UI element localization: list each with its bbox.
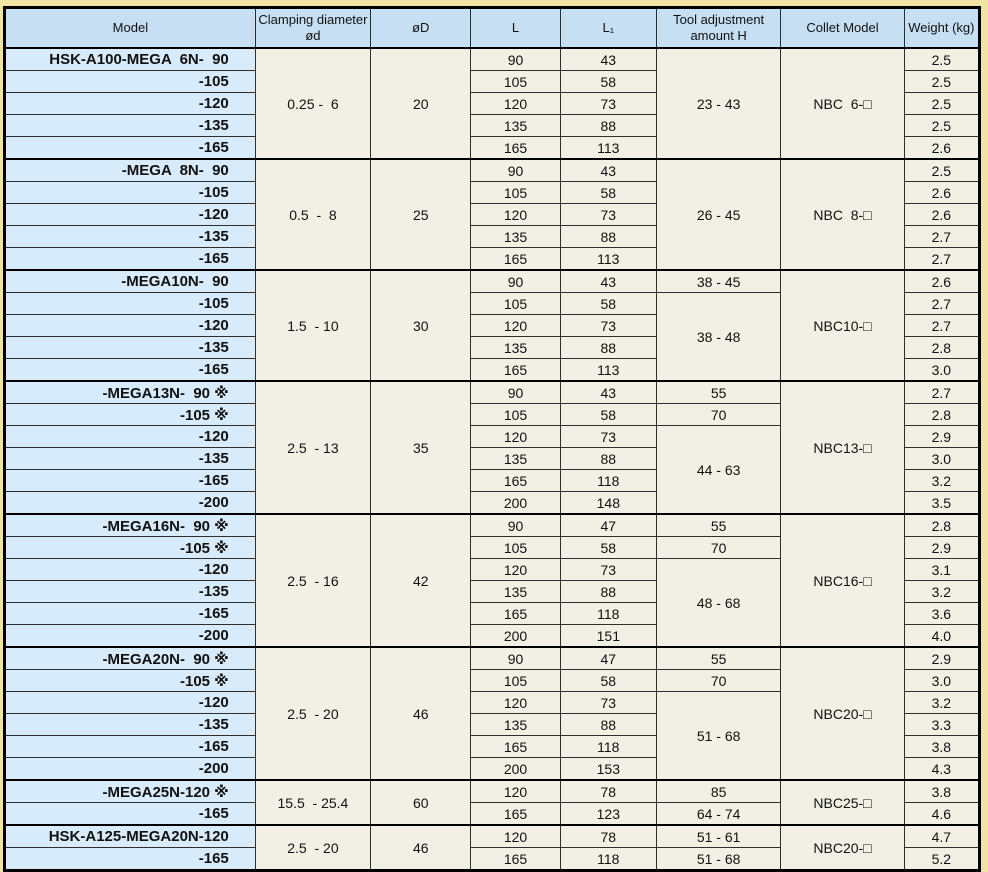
l1-cell: 118 [560,470,656,492]
od-cell: 60 [371,780,471,825]
model-cell: -120 [5,204,256,226]
l1-cell: 113 [560,248,656,271]
clamping-diameter-cell: 2.5 - 16 [255,514,370,647]
model-cell: -165 [5,470,256,492]
l1-cell: 78 [560,825,656,848]
model-cell: HSK-A100-MEGA 6N- 90 [5,48,256,71]
l-cell: 165 [471,603,560,625]
weight-cell: 3.3 [904,714,979,736]
table-row [5,48,980,71]
model-cell: -MEGA16N- 90 ※ [5,514,256,537]
l1-cell: 123 [560,803,656,826]
l1-cell: 88 [560,581,656,603]
table-row [5,381,980,404]
weight-cell: 2.5 [904,115,979,137]
model-cell: -120 [5,426,256,448]
l-cell: 120 [471,692,560,714]
l-cell: 120 [471,780,560,803]
tool-adjustment-cell: 70 [656,537,780,559]
tool-adjustment-cell: 38 - 45 [656,270,780,293]
l-cell: 200 [471,758,560,781]
l-cell: 90 [471,514,560,537]
col-header-od: øD [371,8,471,49]
l1-cell: 88 [560,115,656,137]
model-cell: -MEGA20N- 90 ※ [5,647,256,670]
l-cell: 105 [471,71,560,93]
weight-cell: 2.7 [904,381,979,404]
clamping-diameter-cell: 0.5 - 8 [255,159,370,270]
model-cell: -200 [5,492,256,515]
model-cell: -MEGA10N- 90 [5,270,256,293]
weight-cell: 2.7 [904,315,979,337]
col-header-collet-model: Collet Model [781,8,904,49]
collet-model-cell: NBC10-□ [781,270,904,381]
weight-cell: 2.5 [904,71,979,93]
model-cell: -135 [5,448,256,470]
weight-cell: 2.7 [904,226,979,248]
l1-cell: 58 [560,182,656,204]
l-cell: 165 [471,359,560,382]
tool-adjustment-cell: 38 - 48 [656,293,780,382]
col-header-model: Model [5,8,256,49]
col-header-tool-adjustment: Tool adjustment amount H [656,8,780,49]
weight-cell: 2.5 [904,93,979,115]
model-cell: -135 [5,115,256,137]
l-cell: 165 [471,736,560,758]
col-header-clamping-diameter: Clamping diameter ød [255,8,370,49]
weight-cell: 3.2 [904,581,979,603]
l-cell: 105 [471,670,560,692]
spec-table [3,6,981,872]
l-cell: 90 [471,647,560,670]
spec-table-body [5,48,980,871]
model-cell: -135 [5,714,256,736]
l-cell: 165 [471,248,560,271]
collet-model-cell: NBC 6-□ [781,48,904,159]
collet-model-cell: NBC16-□ [781,514,904,647]
l1-cell: 58 [560,537,656,559]
l1-cell: 88 [560,226,656,248]
l-cell: 200 [471,492,560,515]
collet-model-cell: NBC13-□ [781,381,904,514]
weight-cell: 2.6 [904,137,979,160]
od-cell: 46 [371,647,471,780]
tool-adjustment-cell: 55 [656,647,780,670]
l-cell: 105 [471,537,560,559]
model-cell: -120 [5,93,256,115]
weight-cell: 3.8 [904,780,979,803]
model-cell: -135 [5,337,256,359]
l1-cell: 58 [560,404,656,426]
model-cell: -105 ※ [5,670,256,692]
l1-cell: 73 [560,93,656,115]
weight-cell: 3.0 [904,359,979,382]
l1-cell: 118 [560,736,656,758]
col-header-weight: Weight (kg) [904,8,979,49]
l-cell: 135 [471,581,560,603]
catalog-page [3,6,981,872]
od-cell: 25 [371,159,471,270]
model-cell: -165 [5,848,256,871]
weight-cell: 2.6 [904,182,979,204]
l1-cell: 73 [560,315,656,337]
weight-cell: 2.5 [904,48,979,71]
weight-cell: 3.2 [904,692,979,714]
model-cell: -165 [5,248,256,271]
od-cell: 42 [371,514,471,647]
collet-model-cell: NBC20-□ [781,825,904,871]
weight-cell: 3.1 [904,559,979,581]
l-cell: 135 [471,337,560,359]
model-cell: -MEGA25N-120 ※ [5,780,256,803]
l1-cell: 73 [560,559,656,581]
weight-cell: 3.0 [904,670,979,692]
tool-adjustment-cell: 55 [656,514,780,537]
weight-cell: 4.3 [904,758,979,781]
table-row [5,825,980,848]
l1-cell: 43 [560,159,656,182]
od-cell: 20 [371,48,471,159]
l-cell: 165 [471,803,560,826]
weight-cell: 4.0 [904,625,979,648]
model-cell: -135 [5,581,256,603]
table-row [5,159,980,182]
tool-adjustment-cell: 70 [656,404,780,426]
weight-cell: 2.9 [904,537,979,559]
clamping-diameter-cell: 0.25 - 6 [255,48,370,159]
weight-cell: 4.7 [904,825,979,848]
model-cell: -135 [5,226,256,248]
model-cell: -MEGA 8N- 90 [5,159,256,182]
l-cell: 90 [471,270,560,293]
l1-cell: 43 [560,270,656,293]
l1-cell: 88 [560,714,656,736]
l-cell: 120 [471,559,560,581]
table-header [5,8,980,49]
l-cell: 135 [471,714,560,736]
model-cell: -105 ※ [5,537,256,559]
l1-cell: 73 [560,426,656,448]
tool-adjustment-cell: 26 - 45 [656,159,780,270]
model-cell: -105 [5,293,256,315]
weight-cell: 4.6 [904,803,979,826]
clamping-diameter-cell: 2.5 - 20 [255,825,370,871]
header-row [5,8,980,49]
l-cell: 135 [471,115,560,137]
l-cell: 120 [471,204,560,226]
weight-cell: 3.2 [904,470,979,492]
model-cell: -120 [5,315,256,337]
weight-cell: 2.8 [904,514,979,537]
model-cell: -165 [5,359,256,382]
l1-cell: 78 [560,780,656,803]
model-cell: -120 [5,692,256,714]
model-cell: -105 [5,71,256,93]
collet-model-cell: NBC 8-□ [781,159,904,270]
l-cell: 165 [471,848,560,871]
model-cell: -120 [5,559,256,581]
tool-adjustment-cell: 51 - 68 [656,692,780,781]
l1-cell: 43 [560,48,656,71]
l1-cell: 73 [560,692,656,714]
l-cell: 165 [471,470,560,492]
tool-adjustment-cell: 44 - 63 [656,426,780,515]
model-cell: -165 [5,803,256,826]
l1-cell: 58 [560,670,656,692]
l-cell: 90 [471,48,560,71]
model-cell: -105 [5,182,256,204]
l-cell: 120 [471,825,560,848]
weight-cell: 3.0 [904,448,979,470]
l-cell: 105 [471,182,560,204]
table-row [5,780,980,803]
weight-cell: 2.6 [904,204,979,226]
l-cell: 90 [471,159,560,182]
od-cell: 46 [371,825,471,871]
model-cell: -165 [5,736,256,758]
model-cell: HSK-A125-MEGA20N-120 [5,825,256,848]
l1-cell: 73 [560,204,656,226]
l1-cell: 58 [560,71,656,93]
l-cell: 120 [471,93,560,115]
l-cell: 120 [471,426,560,448]
tool-adjustment-cell: 51 - 68 [656,848,780,871]
weight-cell: 2.6 [904,270,979,293]
table-row [5,270,980,293]
weight-cell: 2.9 [904,426,979,448]
clamping-diameter-cell: 2.5 - 20 [255,647,370,780]
model-cell: -165 [5,137,256,160]
od-cell: 30 [371,270,471,381]
l-cell: 90 [471,381,560,404]
weight-cell: 2.8 [904,404,979,426]
l-cell: 135 [471,448,560,470]
collet-model-cell: NBC25-□ [781,780,904,825]
model-cell: -200 [5,625,256,648]
col-header-l1: L₁ [560,8,656,49]
l1-cell: 151 [560,625,656,648]
l1-cell: 113 [560,359,656,382]
table-row [5,647,980,670]
l1-cell: 148 [560,492,656,515]
tool-adjustment-cell: 64 - 74 [656,803,780,826]
od-cell: 35 [371,381,471,514]
model-cell: -MEGA13N- 90 ※ [5,381,256,404]
l1-cell: 88 [560,448,656,470]
l1-cell: 118 [560,848,656,871]
tool-adjustment-cell: 55 [656,381,780,404]
clamping-diameter-cell: 1.5 - 10 [255,270,370,381]
tool-adjustment-cell: 70 [656,670,780,692]
col-header-l: L [471,8,560,49]
l1-cell: 58 [560,293,656,315]
l1-cell: 113 [560,137,656,160]
l1-cell: 47 [560,647,656,670]
l-cell: 105 [471,404,560,426]
model-cell: -165 [5,603,256,625]
weight-cell: 2.5 [904,159,979,182]
l-cell: 165 [471,137,560,160]
weight-cell: 3.5 [904,492,979,515]
l1-cell: 47 [560,514,656,537]
tool-adjustment-cell: 51 - 61 [656,825,780,848]
weight-cell: 2.7 [904,248,979,271]
l-cell: 200 [471,625,560,648]
tool-adjustment-cell: 85 [656,780,780,803]
l-cell: 105 [471,293,560,315]
weight-cell: 2.9 [904,647,979,670]
weight-cell: 5.2 [904,848,979,871]
l1-cell: 153 [560,758,656,781]
l-cell: 120 [471,315,560,337]
l1-cell: 43 [560,381,656,404]
weight-cell: 2.7 [904,293,979,315]
weight-cell: 3.8 [904,736,979,758]
l1-cell: 118 [560,603,656,625]
tool-adjustment-cell: 23 - 43 [656,48,780,159]
clamping-diameter-cell: 15.5 - 25.4 [255,780,370,825]
model-cell: -200 [5,758,256,781]
weight-cell: 3.6 [904,603,979,625]
weight-cell: 2.8 [904,337,979,359]
collet-model-cell: NBC20-□ [781,647,904,780]
l1-cell: 88 [560,337,656,359]
clamping-diameter-cell: 2.5 - 13 [255,381,370,514]
tool-adjustment-cell: 48 - 68 [656,559,780,648]
model-cell: -105 ※ [5,404,256,426]
table-row [5,514,980,537]
l-cell: 135 [471,226,560,248]
